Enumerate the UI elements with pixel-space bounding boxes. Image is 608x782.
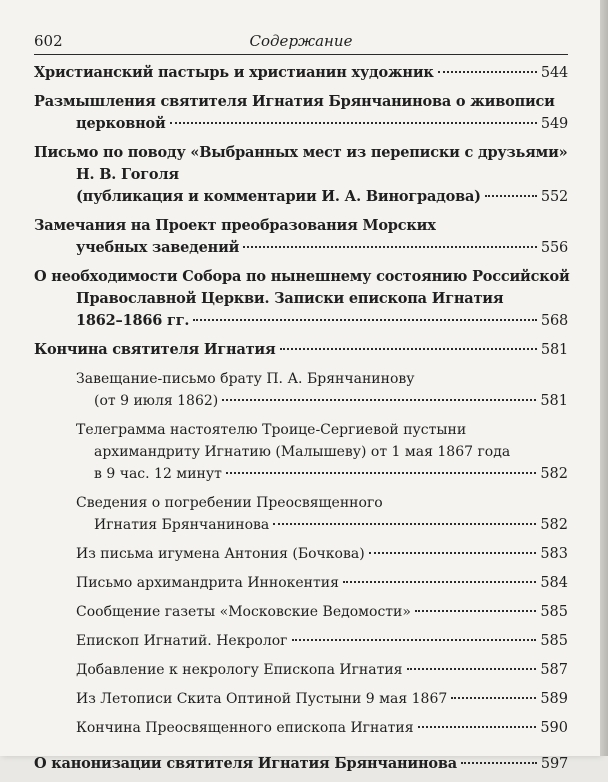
dot-leader [292,639,537,641]
toc-entry[interactable] [76,368,568,412]
page-edge [600,0,608,756]
toc-entry-title: Телеграмма настоятелю Троице-Сергиевой пустыни [76,422,467,438]
toc-entry[interactable] [34,266,568,332]
toc-entry[interactable] [76,601,568,623]
toc-entry-title: Замечания на Проект преобразования Морских [34,217,436,234]
toc-page-number: 568 [540,313,568,329]
toc-page-number: 584 [540,575,568,591]
toc-page-number: 549 [540,116,568,132]
dot-leader [369,552,537,554]
dot-leader [226,472,536,474]
toc-entry[interactable] [34,215,568,259]
toc-page-number: 585 [540,604,568,620]
toc-entry[interactable] [76,419,568,485]
toc-entry-title: Из письма игумена Антония (Бочкова) [76,546,365,562]
toc-entry[interactable] [34,753,568,775]
toc-page-number: 552 [540,189,568,205]
toc-entry[interactable] [76,688,568,710]
toc-entry-title: Добавление к некрологу Епископа Игнатия [76,662,403,678]
toc-page-number: 590 [540,720,568,736]
table-of-contents [34,62,568,782]
toc-entry-title: Н. В. Гоголя [76,166,179,183]
toc-entry-title: Завещание-письмо брату П. А. Брянчанинову [76,371,415,387]
toc-page-number: 582 [540,517,568,533]
toc-page-number: 585 [540,633,568,649]
toc-entry[interactable] [34,339,568,361]
page-header [34,28,568,55]
toc-entry-title: в 9 час. 12 минут [94,466,222,482]
toc-entry-title: О канонизации святителя Игнатия Брянчанинова [34,755,457,772]
toc-entry-title: церковной [76,115,166,132]
dot-leader [407,668,537,670]
toc-entry[interactable] [76,717,568,739]
toc-page-number: 544 [540,65,568,81]
toc-entry[interactable] [76,659,568,681]
page-number: 602 [34,32,63,50]
toc-page-number: 556 [540,240,568,256]
toc-page-number: 589 [540,691,568,707]
toc-entry-title: Сообщение газеты «Московские Ведомости» [76,604,411,620]
toc-page-number: 581 [540,342,568,358]
toc-entry-title: Из Летописи Скита Оптиной Пустыни 9 мая 1867 [76,691,448,707]
dot-leader [193,319,537,321]
toc-entry[interactable] [76,630,568,652]
dot-leader [415,610,536,612]
toc-entry[interactable] [76,492,568,536]
toc-entry[interactable] [34,142,568,208]
toc-entry[interactable] [34,91,568,135]
dot-leader [170,122,537,124]
toc-entry-title: архимандриту Игнатию (Малышеву) от 1 мая 1867 года [94,444,511,460]
dot-leader [418,726,537,728]
toc-entry-title: 1862–1866 гг. [76,312,190,329]
dot-leader [273,523,536,525]
toc-page-number: 583 [540,546,568,562]
toc-entry-title: учебных заведений [76,239,240,256]
toc-entry[interactable] [76,543,568,565]
dot-leader [222,399,536,401]
toc-entry-title: Размышления святителя Игнатия Брянчанинова о живописи [34,93,555,110]
dot-leader [438,71,537,73]
toc-entry-title: Христианский пастырь и христианин художник [34,64,434,81]
toc-entry[interactable] [34,62,568,84]
toc-page-number: 582 [540,466,568,482]
toc-entry-title: (публикация и комментарии И. А. Виноградова) [76,188,481,205]
dot-leader [243,246,537,248]
toc-page-number: 581 [540,393,568,409]
dot-leader [461,762,537,764]
toc-entry-title: Сведения о погребении Преосвященного [76,495,383,511]
toc-entry-title: (от 9 июля 1862) [94,393,219,409]
toc-entry-title: Кончина Преосвященного епископа Игнатия [76,720,414,736]
toc-entry-title: Епископ Игнатий. Некролог [76,633,288,649]
toc-entry-title: Письмо архимандрита Иннокентия [76,575,339,591]
toc-entry-title: Игнатия Брянчанинова [94,517,270,533]
toc-entry[interactable] [76,572,568,594]
toc-page-number: 587 [540,662,568,678]
dot-leader [343,581,536,583]
toc-entry-title: Письмо по поводу «Выбранных мест из переписки с друзьями» [34,144,568,161]
dot-leader [280,348,537,350]
toc-entry-title: О необходимости Собора по нынешнему состоянию Российской [34,268,570,285]
running-title: Содержание [249,32,353,50]
dot-leader [451,697,536,699]
toc-page-number: 597 [540,756,568,772]
dot-leader [485,195,537,197]
toc-entry-title: Кончина святителя Игнатия [34,341,276,358]
toc-entry-title: Православной Церкви. Записки епископа Игнатия [76,290,504,307]
